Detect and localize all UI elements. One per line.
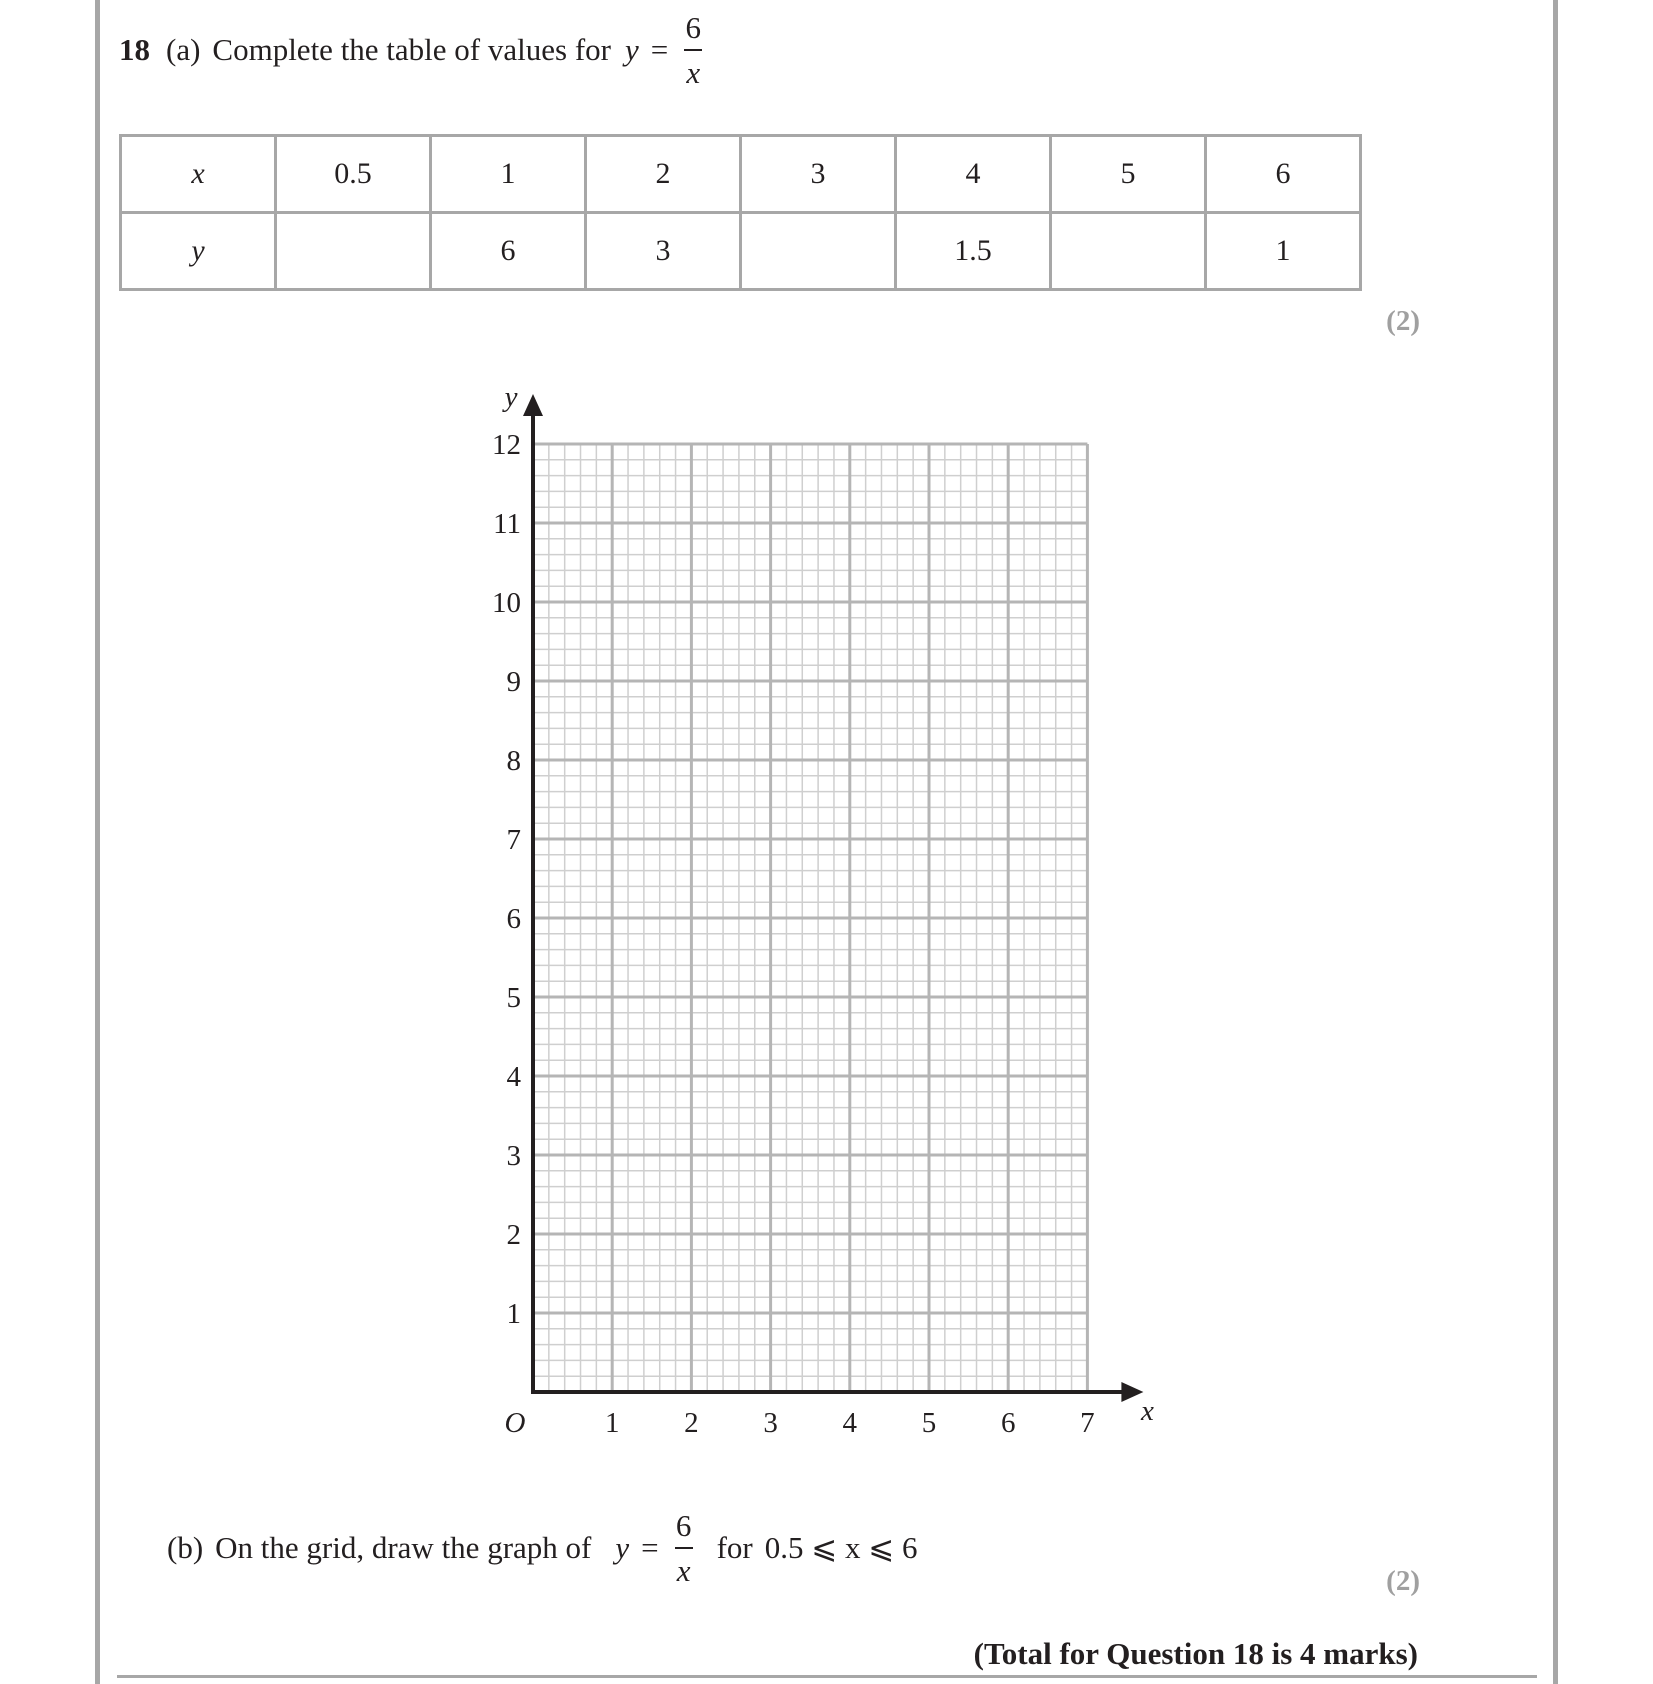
y-tick-label: 9 <box>506 666 521 698</box>
tick-labels <box>492 381 1154 1439</box>
part-b-label: (b) <box>167 1530 204 1565</box>
part-a-text: Complete the table of values for <box>212 32 611 67</box>
y-tick-label: 4 <box>506 1061 521 1093</box>
y-tick-label: 8 <box>506 745 521 777</box>
x-tick-label: 3 <box>763 1407 778 1439</box>
y-tick-label: 2 <box>506 1219 521 1251</box>
part-b <box>167 1498 917 1598</box>
part-b-marks: (2) <box>1386 1565 1420 1597</box>
x-tick-label: 7 <box>1080 1407 1095 1439</box>
part-b-equation-equals: = <box>641 1530 659 1565</box>
y-cell: 6 <box>431 213 586 290</box>
equation-equals: = <box>650 32 669 67</box>
x-cell: 5 <box>1051 136 1206 213</box>
row-label-y: y <box>121 213 276 290</box>
part-b-text: On the grid, draw the graph of <box>215 1530 592 1565</box>
x-cell: 0.5 <box>276 136 431 213</box>
part-b-fraction <box>675 1510 693 1586</box>
part-a-label: (a) <box>166 32 201 67</box>
x-axis-label: x <box>1140 1395 1154 1427</box>
part-b-range: 0.5 ⩽ x ⩽ 6 <box>764 1530 918 1565</box>
bottom-rule <box>117 1675 1537 1678</box>
x-cell: 1 <box>431 136 586 213</box>
x-cell: 6 <box>1206 136 1361 213</box>
equation-lhs: y <box>624 32 639 67</box>
axes <box>523 394 1143 1402</box>
y-tick-label: 6 <box>506 903 521 935</box>
x-tick-label: 6 <box>1000 1407 1016 1439</box>
fraction-numerator: 6 <box>685 10 701 46</box>
question-total: (Total for Question 18 is 4 marks) <box>973 1636 1418 1671</box>
part-a-marks: (2) <box>1386 305 1420 337</box>
fraction-denominator: x <box>686 54 701 90</box>
row-label-x: x <box>121 136 276 213</box>
question-number: 18 <box>119 32 150 67</box>
y-axis-label: y <box>504 381 518 413</box>
x-cell: 4 <box>896 136 1051 213</box>
x-tick-label: 4 <box>842 1407 858 1439</box>
y-cell: 3 <box>586 213 741 290</box>
part-b-fraction-denominator: x <box>676 1552 691 1588</box>
part-b-fraction-numerator: 6 <box>675 1508 692 1544</box>
y-tick-label: 11 <box>493 508 521 540</box>
x-tick-label: 5 <box>921 1407 937 1439</box>
y-tick-label: 7 <box>506 824 521 856</box>
y-tick-label: 1 <box>506 1298 521 1330</box>
y-tick-label: 3 <box>506 1140 521 1172</box>
part-b-equation-lhs: y <box>615 1530 630 1565</box>
x-tick-label: 2 <box>684 1407 699 1439</box>
y-tick-label: 5 <box>506 982 521 1014</box>
origin-label: O <box>504 1407 526 1439</box>
y-tick-label: 10 <box>492 587 521 619</box>
y-axis-arrow-icon <box>523 394 543 416</box>
x-cell: 3 <box>741 136 896 213</box>
part-b-range-text: for <box>716 1530 753 1565</box>
y-cell: 1.5 <box>896 213 1051 290</box>
y-tick-label: 12 <box>492 429 521 461</box>
y-cell: 1 <box>1206 213 1361 290</box>
x-cell: 2 <box>586 136 741 213</box>
x-tick-label: 1 <box>604 1407 620 1439</box>
